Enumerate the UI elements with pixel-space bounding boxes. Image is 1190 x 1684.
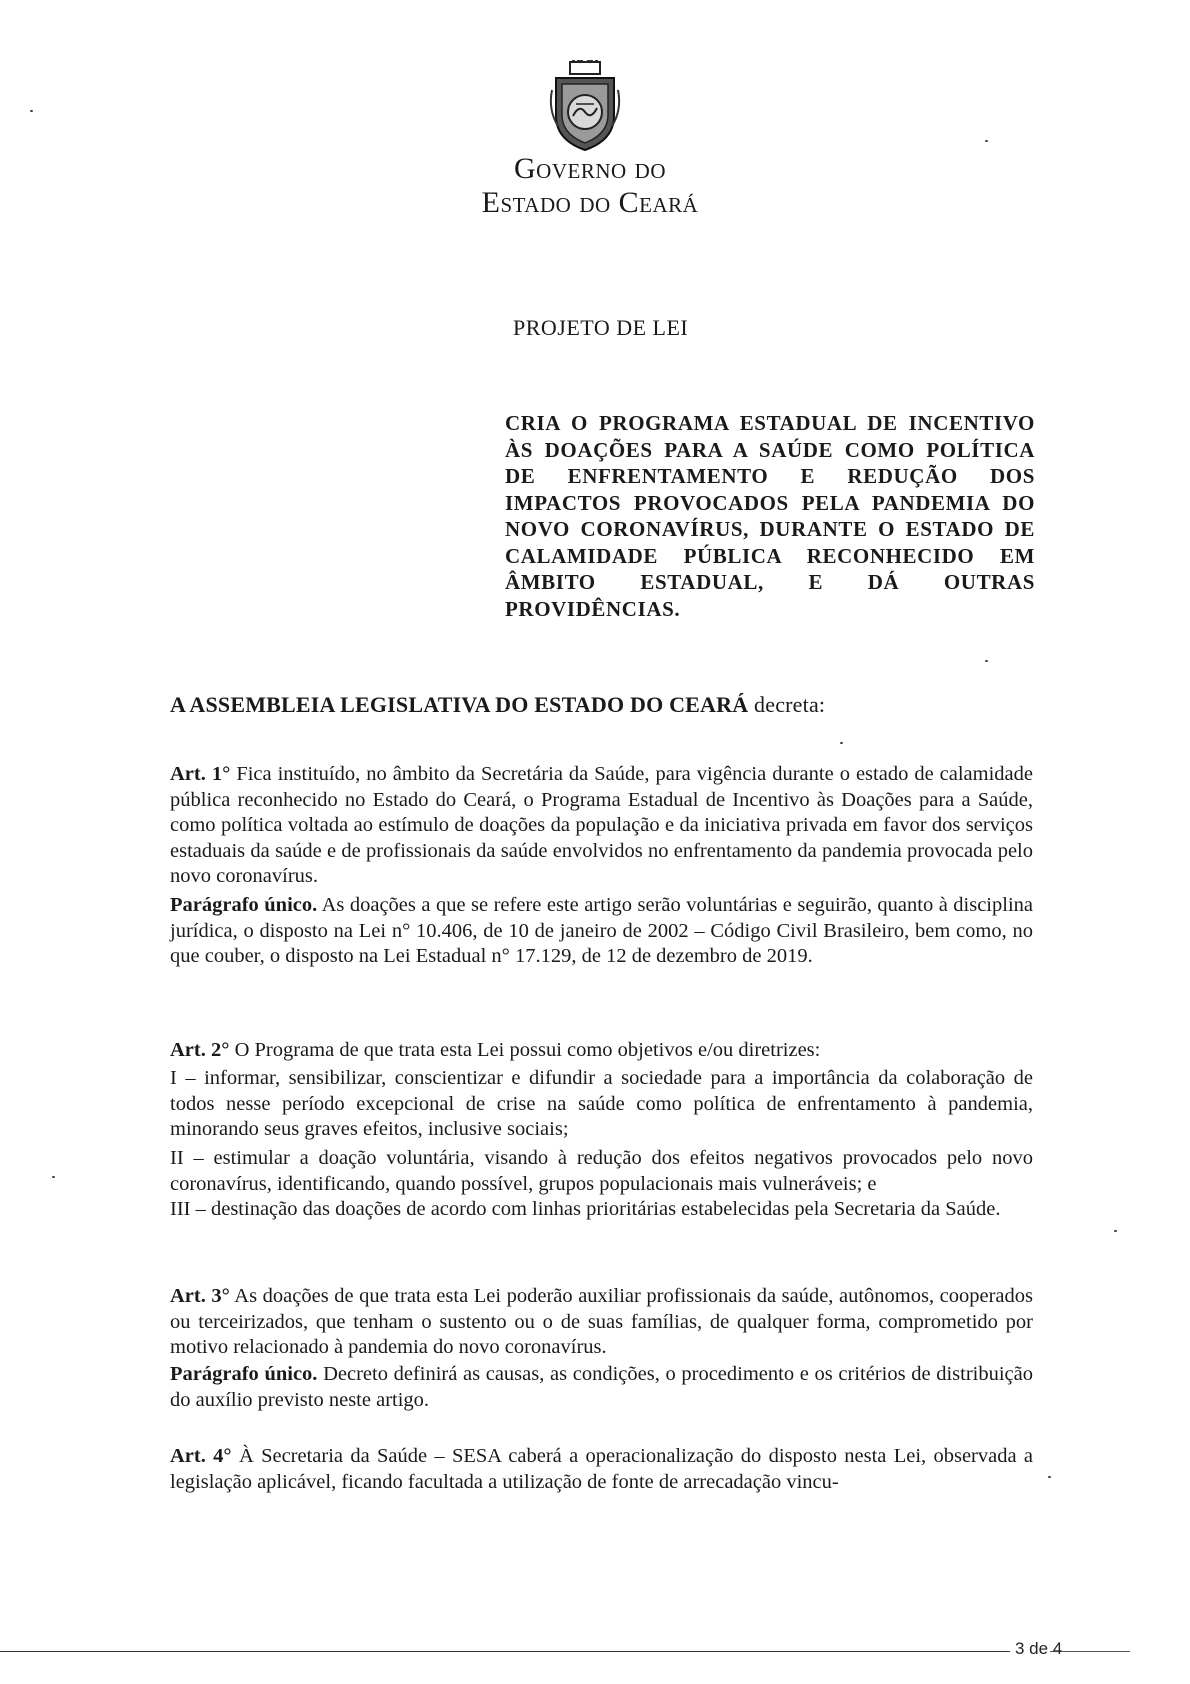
government-name [440, 152, 740, 220]
article-1-paragraph: Parágrafo único. As doações a que se refere este artigo serão voluntárias e seguirão, quanto à disciplina jurídica, o disposto na Lei n° 10.406, de 10 de janeiro de 2002 – Código Civil Brasileiro, bem como, no que couber, o disposto na Lei Estadual n° 17.129, de 12 de dezembro de 2019. [170, 894, 1033, 967]
government-name-line1: Governo do [513, 152, 666, 185]
page-number: 3 de 4 [1015, 1639, 1063, 1658]
enacting-clause: A ASSEMBLEIA LEGISLATIVA DO ESTADO DO CEARÁ decreta: [170, 692, 826, 717]
article-2: Art. 2° O Programa de que trata esta Lei possui como objetivos e/ou diretrizes: [170, 1039, 821, 1061]
scan-speck [985, 140, 988, 142]
scan-speck [1114, 1230, 1117, 1232]
government-name-line2: Estado do Ceará [481, 186, 699, 219]
footer-divider [0, 1651, 1010, 1652]
scan-speck [840, 742, 843, 744]
state-coat-of-arms-icon [546, 60, 624, 152]
article-4: Art. 4° À Secretaria da Saúde – SESA caberá a operacionalização do disposto nesta Lei, observada a legislação aplicável, ficando facultada a utilização de fonte de arrecadação vincu- [170, 1445, 1033, 1493]
bill-summary: CRIA O PROGRAMA ESTADUAL DE INCENTIVO ÀS DOAÇÕES PARA A SAÚDE COMO POLÍTICA DE ENFRENTAMENTO E REDUÇÃO DOS IMPACTOS PROVOCADOS PELA PANDEMIA DO NOVO CORONAVÍRUS, DURANTE O ESTADO DE CALAMIDADE PÚBLICA RECONHECIDO EM ÂMBITO ESTADUAL, E DÁ OUTRAS PROVIDÊNCIAS. [505, 411, 1035, 621]
scan-speck [30, 110, 33, 112]
article-2-item-i: I – informar, sensibilizar, conscientizar e difundir a sociedade para a importância da colaboração de todos nesse período excepcional de crise na saúde como política de enfrentamento à pandemia, minorando seus graves efeitos, inclusive sociais; [170, 1067, 1033, 1140]
article-2-item-ii: II – estimular a doação voluntária, visando à redução dos efeitos negativos provocados pelo novo coronavírus, identificando, quando possível, grupos populacionais mais vulneráveis; e [170, 1147, 1033, 1195]
article-2-item-iii: III – destinação das doações de acordo com linhas prioritárias estabelecidas pela Secretaria da Saúde. [170, 1198, 1001, 1220]
scan-speck [1048, 1476, 1051, 1478]
article-1: Art. 1° Fica instituído, no âmbito da Secretária da Saúde, para vigência durante o estado de calamidade pública reconhecido no Estado do Ceará, o Programa Estadual de Incentivo às Doações para a Saúde, como política voltada ao estímulo de doações da população e da iniciativa privada em favor dos serviços estaduais da saúde e de profissionais da saúde envolvidos no enfrentamento da pandemia provocada pelo novo coronavírus. [170, 763, 1033, 887]
scan-speck [985, 660, 988, 662]
article-3-paragraph: Parágrafo único. Decreto definirá as causas, as condições, o procedimento e os critérios de distribuição do auxílio previsto neste artigo. [170, 1363, 1033, 1411]
article-3: Art. 3° As doações de que trata esta Lei poderão auxiliar profissionais da saúde, autônomos, cooperados ou terceirizados, que tenham o sustento ou o de suas famílias, de qualquer forma, comprometido por motivo relacionado à pandemia do novo coronavírus. [170, 1285, 1033, 1358]
scan-speck [52, 1176, 55, 1178]
document-title: PROJETO DE LEI [513, 315, 689, 340]
